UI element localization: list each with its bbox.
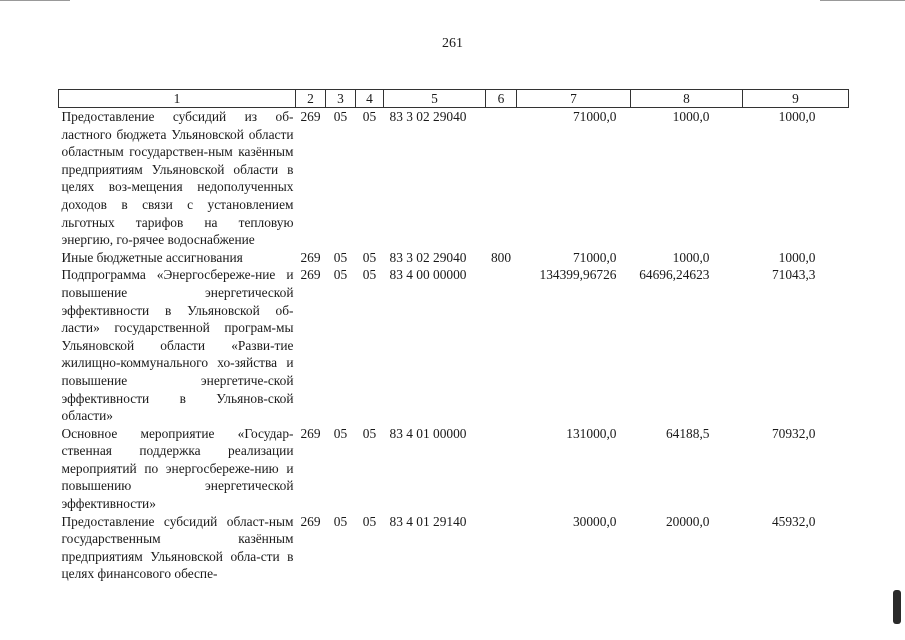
cell-amount-2: 64696,24623 bbox=[639, 267, 710, 283]
cell-amount-2: 1000,0 bbox=[672, 249, 710, 265]
scan-artifact bbox=[893, 590, 901, 624]
cell-subsection: 05 bbox=[362, 267, 377, 283]
column-header: 2 bbox=[296, 90, 326, 108]
cell-expense-type bbox=[486, 108, 517, 249]
cell-admin-code: 269 bbox=[300, 425, 321, 441]
cell-expense-type bbox=[486, 513, 517, 583]
table-row bbox=[59, 266, 849, 424]
cell-subsection: 05 bbox=[362, 249, 377, 265]
cell-amount-2: 20000,0 bbox=[665, 513, 710, 529]
cell-expense-type bbox=[486, 425, 517, 513]
cell-subsection: 05 bbox=[362, 109, 377, 124]
page-number: 261 bbox=[442, 36, 463, 51]
cell-expense-type bbox=[486, 266, 517, 424]
column-header: 5 bbox=[384, 90, 486, 108]
cell-amount-1: 30000,0 bbox=[572, 513, 617, 529]
header-row bbox=[59, 90, 849, 108]
row-name: Иные бюджетные ассигнования bbox=[61, 249, 243, 265]
cell-admin-code: 269 bbox=[300, 267, 321, 283]
cell-expense-type: 800 bbox=[490, 249, 512, 265]
cell-section: 05 bbox=[333, 249, 348, 265]
cell-target-article: 83 4 01 29140 bbox=[389, 513, 467, 529]
cell-section: 05 bbox=[333, 109, 348, 124]
cell-target-article: 83 4 01 00000 bbox=[389, 425, 467, 441]
cell-amount-1: 71000,0 bbox=[572, 109, 617, 124]
scan-artifact bbox=[820, 0, 905, 1]
cell-subsection: 05 bbox=[362, 425, 377, 441]
column-header: 8 bbox=[631, 90, 743, 108]
table-row bbox=[59, 513, 849, 583]
cell-amount-3: 1000,0 bbox=[778, 249, 816, 265]
row-name: Основное мероприятие «Государ-ственная поддержка реализации мероприятий по энергосбереже-нию и повышению энергетической эффективности» bbox=[61, 425, 294, 512]
scan-artifact bbox=[0, 0, 70, 1]
cell-amount-3: 70932,0 bbox=[771, 425, 816, 441]
cell-target-article: 83 4 00 00000 bbox=[389, 267, 467, 283]
column-header: 6 bbox=[486, 90, 517, 108]
column-header: 3 bbox=[326, 90, 356, 108]
column-header: 1 bbox=[59, 90, 296, 108]
column-header: 7 bbox=[517, 90, 631, 108]
row-name: Предоставление субсидий из об-ластного бюджета Ульяновской области областным государствен-ным казённым предприятиям Ульяновской области в целях воз-мещения недополученных доходов в связи с установлением льготных тарифов на тепловую энергию, го-рячее водоснабжение bbox=[61, 109, 294, 248]
table-row bbox=[59, 425, 849, 513]
cell-amount-2: 64188,5 bbox=[665, 425, 710, 441]
cell-admin-code: 269 bbox=[300, 109, 321, 124]
cell-amount-3: 45932,0 bbox=[771, 513, 816, 529]
column-header: 4 bbox=[356, 90, 384, 108]
cell-amount-1: 134399,96726 bbox=[539, 267, 617, 283]
cell-amount-3: 1000,0 bbox=[778, 109, 816, 124]
cell-target-article: 83 3 02 29040 bbox=[389, 249, 467, 265]
cell-section: 05 bbox=[333, 513, 348, 529]
budget-table bbox=[58, 89, 849, 583]
table-row bbox=[59, 249, 849, 267]
cell-target-article: 83 3 02 29040 bbox=[389, 109, 467, 124]
cell-amount-3: 71043,3 bbox=[771, 267, 816, 283]
cell-admin-code: 269 bbox=[300, 249, 321, 265]
cell-amount-2: 1000,0 bbox=[672, 109, 710, 124]
row-name: Предоставление субсидий област-ным государственным казённым предприятиям Ульяновской обла-сти в целях финансового обеспе- bbox=[61, 513, 294, 582]
row-name: Подпрограмма «Энергосбереже-ние и повышение энергетической эффективности в Ульяновской об-ласти» государственной програм-мы Ульяновской области «Разви-тие жилищно-коммунального хо-зяйства и повышение энергетиче-ской эффективности в Ульянов-ской области» bbox=[61, 267, 294, 424]
table-row bbox=[59, 108, 849, 249]
cell-amount-1: 131000,0 bbox=[566, 425, 617, 441]
cell-subsection: 05 bbox=[362, 513, 377, 529]
cell-section: 05 bbox=[333, 267, 348, 283]
cell-amount-1: 71000,0 bbox=[572, 249, 617, 265]
column-header: 9 bbox=[743, 90, 849, 108]
cell-admin-code: 269 bbox=[300, 513, 321, 529]
cell-section: 05 bbox=[333, 425, 348, 441]
